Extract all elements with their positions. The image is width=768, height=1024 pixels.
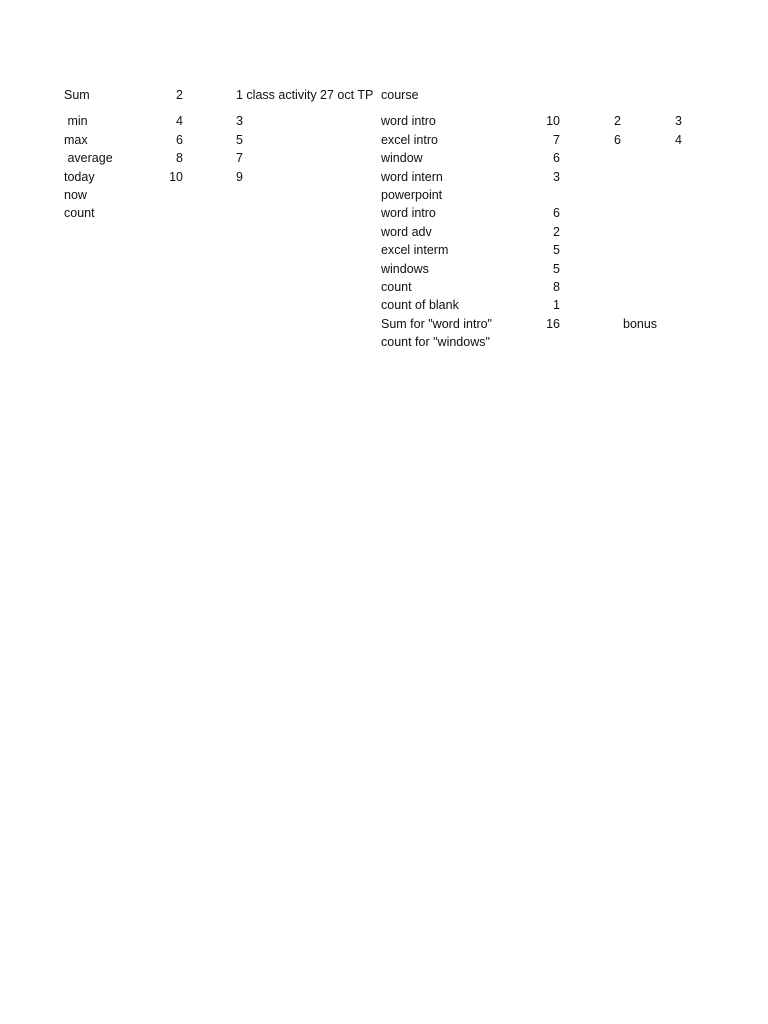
sheet-row <box>0 112 768 130</box>
cell-course-value[interactable]: 5 <box>553 243 560 257</box>
cell-value-1[interactable]: 2 <box>176 88 183 102</box>
cell-value-2[interactable]: 9 <box>236 170 243 184</box>
cell-extra-value-1[interactable]: 2 <box>614 114 621 128</box>
cell-course-label[interactable]: excel interm <box>381 243 449 257</box>
cell-label-left[interactable]: min <box>64 114 88 128</box>
cell-value-1[interactable]: 4 <box>176 114 183 128</box>
cell-extra-value-1[interactable]: 6 <box>614 133 621 147</box>
cell-course-value[interactable]: 2 <box>553 225 560 239</box>
sheet-row <box>0 333 768 351</box>
cell-course-label[interactable]: powerpoint <box>381 188 443 202</box>
cell-course-label[interactable]: windows <box>381 262 429 276</box>
cell-course-value[interactable]: 1 <box>553 298 560 312</box>
cell-course-label[interactable]: course <box>381 88 419 102</box>
sheet-row <box>0 86 768 104</box>
cell-course-label[interactable]: count <box>381 280 412 294</box>
sheet-row <box>0 131 768 149</box>
cell-value-2[interactable]: 7 <box>236 151 243 165</box>
cell-value-2[interactable]: 5 <box>236 133 243 147</box>
cell-bonus-label[interactable]: bonus <box>623 317 658 331</box>
cell-label-left[interactable]: Sum <box>64 88 90 102</box>
cell-course-value[interactable]: 7 <box>553 133 560 147</box>
cell-label-left[interactable]: count <box>64 206 95 220</box>
cell-value-2[interactable]: 1 class activity 27 oct TP <box>236 88 374 102</box>
cell-value-1[interactable]: 8 <box>176 151 183 165</box>
cell-course-value[interactable]: 16 <box>546 317 560 331</box>
sheet-row <box>0 168 768 186</box>
cell-value-1[interactable]: 10 <box>169 170 183 184</box>
sheet-row <box>0 204 768 222</box>
cell-course-value[interactable]: 10 <box>546 114 560 128</box>
cell-course-label[interactable]: count of blank <box>381 298 459 312</box>
cell-label-left[interactable]: now <box>64 188 87 202</box>
cell-course-value[interactable]: 6 <box>553 206 560 220</box>
cell-label-left[interactable]: average <box>64 151 113 165</box>
cell-value-1[interactable]: 6 <box>176 133 183 147</box>
cell-value-2[interactable]: 3 <box>236 114 243 128</box>
cell-course-label[interactable]: excel intro <box>381 133 438 147</box>
cell-course-value[interactable]: 8 <box>553 280 560 294</box>
sheet-row <box>0 296 768 314</box>
cell-extra-value-2[interactable]: 3 <box>675 114 682 128</box>
cell-course-label[interactable]: word intro <box>381 114 436 128</box>
sheet-row <box>0 149 768 167</box>
sheet-row <box>0 315 768 333</box>
cell-course-value[interactable]: 5 <box>553 262 560 276</box>
cell-course-label[interactable]: word intern <box>381 170 443 184</box>
cell-course-label[interactable]: Sum for "word intro" <box>381 317 492 331</box>
cell-label-left[interactable]: today <box>64 170 95 184</box>
cell-label-left[interactable]: max <box>64 133 88 147</box>
cell-extra-value-2[interactable]: 4 <box>675 133 682 147</box>
cell-course-label[interactable]: word adv <box>381 225 432 239</box>
sheet-row <box>0 186 768 204</box>
cell-course-value[interactable]: 6 <box>553 151 560 165</box>
cell-course-label[interactable]: word intro <box>381 206 436 220</box>
cell-course-value[interactable]: 3 <box>553 170 560 184</box>
cell-course-label[interactable]: window <box>381 151 423 165</box>
sheet-row <box>0 260 768 278</box>
sheet-row <box>0 223 768 241</box>
cell-course-label[interactable]: count for "windows" <box>381 335 490 349</box>
sheet-row <box>0 278 768 296</box>
sheet-row <box>0 241 768 259</box>
